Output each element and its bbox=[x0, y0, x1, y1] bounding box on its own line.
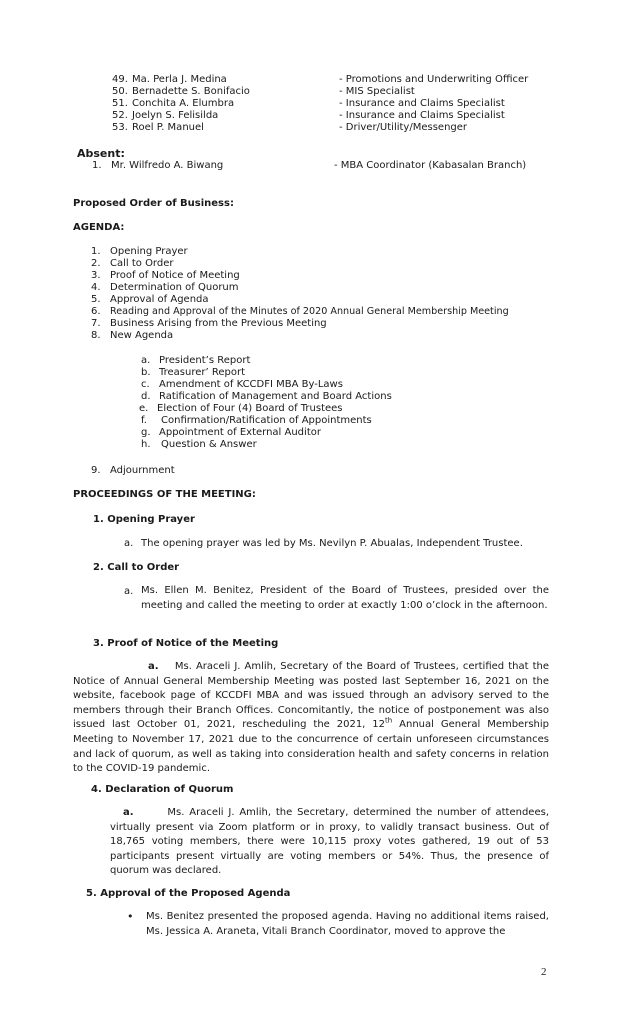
agenda-item: Approval of Agenda bbox=[110, 294, 209, 305]
agenda-number: 7. bbox=[91, 318, 101, 329]
new-agenda-letter: d. bbox=[141, 391, 151, 402]
new-agenda-item: Confirmation/Ratification of Appointments bbox=[161, 415, 372, 426]
bullet-icon: • bbox=[127, 910, 134, 923]
attendee-role: - Driver/Utility/Messenger bbox=[339, 122, 468, 133]
new-agenda-item: Treasurer’ Report bbox=[159, 367, 246, 378]
agenda-item: Determination of Quorum bbox=[110, 282, 239, 293]
new-agenda-item: Election of Four (4) Board of Trustees bbox=[157, 403, 343, 414]
attendee-number: 50. bbox=[112, 86, 128, 97]
agenda-number: 8. bbox=[91, 330, 101, 341]
new-agenda-item: Question & Answer bbox=[161, 439, 257, 450]
agenda-item: Proof of Notice of Meeting bbox=[110, 270, 240, 281]
attendee-name: Bernadette S. Bonifacio bbox=[132, 86, 250, 97]
attendee-number: 49. bbox=[112, 74, 128, 85]
section-heading-opening-prayer: 1. Opening Prayer bbox=[93, 514, 195, 525]
approval-of-agenda-text: Ms. Benitez presented the proposed agenda. Having no additional items raised, Ms. Jessica A. Araneta, Vitali Branch Coordinator, moved to approve the bbox=[146, 911, 549, 937]
declaration-of-quorum-text bbox=[110, 806, 549, 879]
new-agenda-item: President’s Report bbox=[159, 355, 251, 366]
attendee-role: - Insurance and Claims Specialist bbox=[339, 98, 505, 109]
new-agenda-item: Ratification of Management and Board Actions bbox=[159, 391, 392, 402]
new-agenda-letter: f. bbox=[141, 415, 147, 426]
new-agenda-letter: a. bbox=[141, 355, 151, 366]
agenda-item: Call to Order bbox=[110, 258, 174, 269]
section-heading-call-to-order: 2. Call to Order bbox=[93, 562, 180, 573]
new-agenda-item: Appointment of External Auditor bbox=[159, 427, 321, 438]
quorum-text: Ms. Araceli J. Amlih, the Secretary, determined the number of attendees, virtually present via Zoom platform or in proxy, to validly transact business. Out of 18,765 voting members, there were 10,115 proxy votes gathered, 19 out of 53 participants present virtually are voting members or 54%. Thus, the presence of quorum was declared. bbox=[110, 807, 549, 877]
absent-name: Mr. Wilfredo A. Biwang bbox=[111, 160, 224, 171]
agenda-number: 3. bbox=[91, 270, 101, 281]
agenda-number: 5. bbox=[91, 294, 101, 305]
agenda-number: 6. bbox=[91, 306, 101, 317]
proof-of-notice-text-part2: Annual General Membership Meeting to November 17, 2021 due to the concurrence of certain unforeseen circumstances and lack of quorum, as well as taking into consideration health and safety concerns in relation to the COVID-19 pandemic. bbox=[73, 719, 549, 775]
section-letter: a. bbox=[124, 586, 134, 597]
page-number: 2 bbox=[541, 966, 547, 978]
attendee-name: Joelyn S. Felisilda bbox=[132, 110, 219, 121]
attendee-number: 52. bbox=[112, 110, 128, 121]
agenda-heading: AGENDA: bbox=[73, 222, 125, 233]
agenda-item: Reading and Approval of the Minutes of 2020 Annual General Membership Meeting bbox=[110, 306, 509, 317]
attendee-role: - Insurance and Claims Specialist bbox=[339, 110, 505, 121]
agenda-item: New Agenda bbox=[110, 330, 174, 341]
agenda-number: 4. bbox=[91, 282, 101, 293]
ordinal-suffix: th bbox=[385, 717, 393, 726]
attendee-number: 53. bbox=[112, 122, 128, 133]
section-letter: a. bbox=[124, 538, 134, 549]
new-agenda-letter: g. bbox=[141, 427, 151, 438]
new-agenda-letter: h. bbox=[141, 439, 151, 450]
section-heading-proof-of-notice: 3. Proof of Notice of the Meeting bbox=[93, 638, 279, 649]
adjournment-number: 9. bbox=[91, 465, 101, 476]
agenda-number: 2. bbox=[91, 258, 101, 269]
agenda-number: 1. bbox=[91, 246, 101, 257]
new-agenda-letter: e. bbox=[139, 403, 149, 414]
absent-heading: Absent: bbox=[77, 147, 125, 160]
section-letter: a. bbox=[123, 807, 134, 818]
order-heading: Proposed Order of Business: bbox=[73, 198, 234, 209]
proof-of-notice-text bbox=[73, 660, 549, 777]
new-agenda-letter: c. bbox=[141, 379, 150, 390]
absent-role: - MBA Coordinator (Kabasalan Branch) bbox=[334, 160, 527, 171]
attendee-number: 51. bbox=[112, 98, 128, 109]
attendee-name: Conchita A. Elumbra bbox=[132, 98, 235, 109]
attendee-name: Roel P. Manuel bbox=[132, 122, 204, 133]
section-heading-declaration-of-quorum: 4. Declaration of Quorum bbox=[91, 784, 234, 795]
agenda-item: Business Arising from the Previous Meeting bbox=[110, 318, 327, 329]
attendee-role: - MIS Specialist bbox=[339, 86, 415, 97]
attendee-role: - Promotions and Underwriting Officer bbox=[339, 74, 529, 85]
section-heading-approval-of-agenda: 5. Approval of the Proposed Agenda bbox=[86, 888, 291, 899]
new-agenda-item: Amendment of KCCDFI MBA By-Laws bbox=[159, 379, 343, 390]
new-agenda-letter: b. bbox=[141, 367, 151, 378]
absent-number: 1. bbox=[92, 160, 102, 171]
opening-prayer-text: The opening prayer was led by Ms. Nevilyn P. Abualas, Independent Trustee. bbox=[141, 538, 523, 549]
attendee-name: Ma. Perla J. Medina bbox=[132, 74, 227, 85]
call-to-order-text: Ms. Ellen M. Benitez, President of the Board of Trustees, presided over the meeting and called the meeting to order at exactly 1:00 o’clock in the afternoon. bbox=[141, 585, 549, 611]
proceedings-heading: PROCEEDINGS OF THE MEETING: bbox=[73, 489, 256, 500]
section-letter: a. bbox=[148, 661, 159, 672]
adjournment-item: Adjournment bbox=[110, 465, 175, 476]
agenda-item: Opening Prayer bbox=[110, 246, 188, 257]
proof-of-notice-text-part1: Ms. Araceli J. Amlih, Secretary of the Board of Trustees, certified that the Notice of Annual General Membership Meeting was posted last September 16, 2021 on the website, facebook page of KCCDFI MBA and was issued through an advisory served to the members through their Branch Offices. Concomitantly, the notice of postponement was also issued last October 01, 2021, rescheduling the 2021, 12 bbox=[73, 661, 549, 731]
